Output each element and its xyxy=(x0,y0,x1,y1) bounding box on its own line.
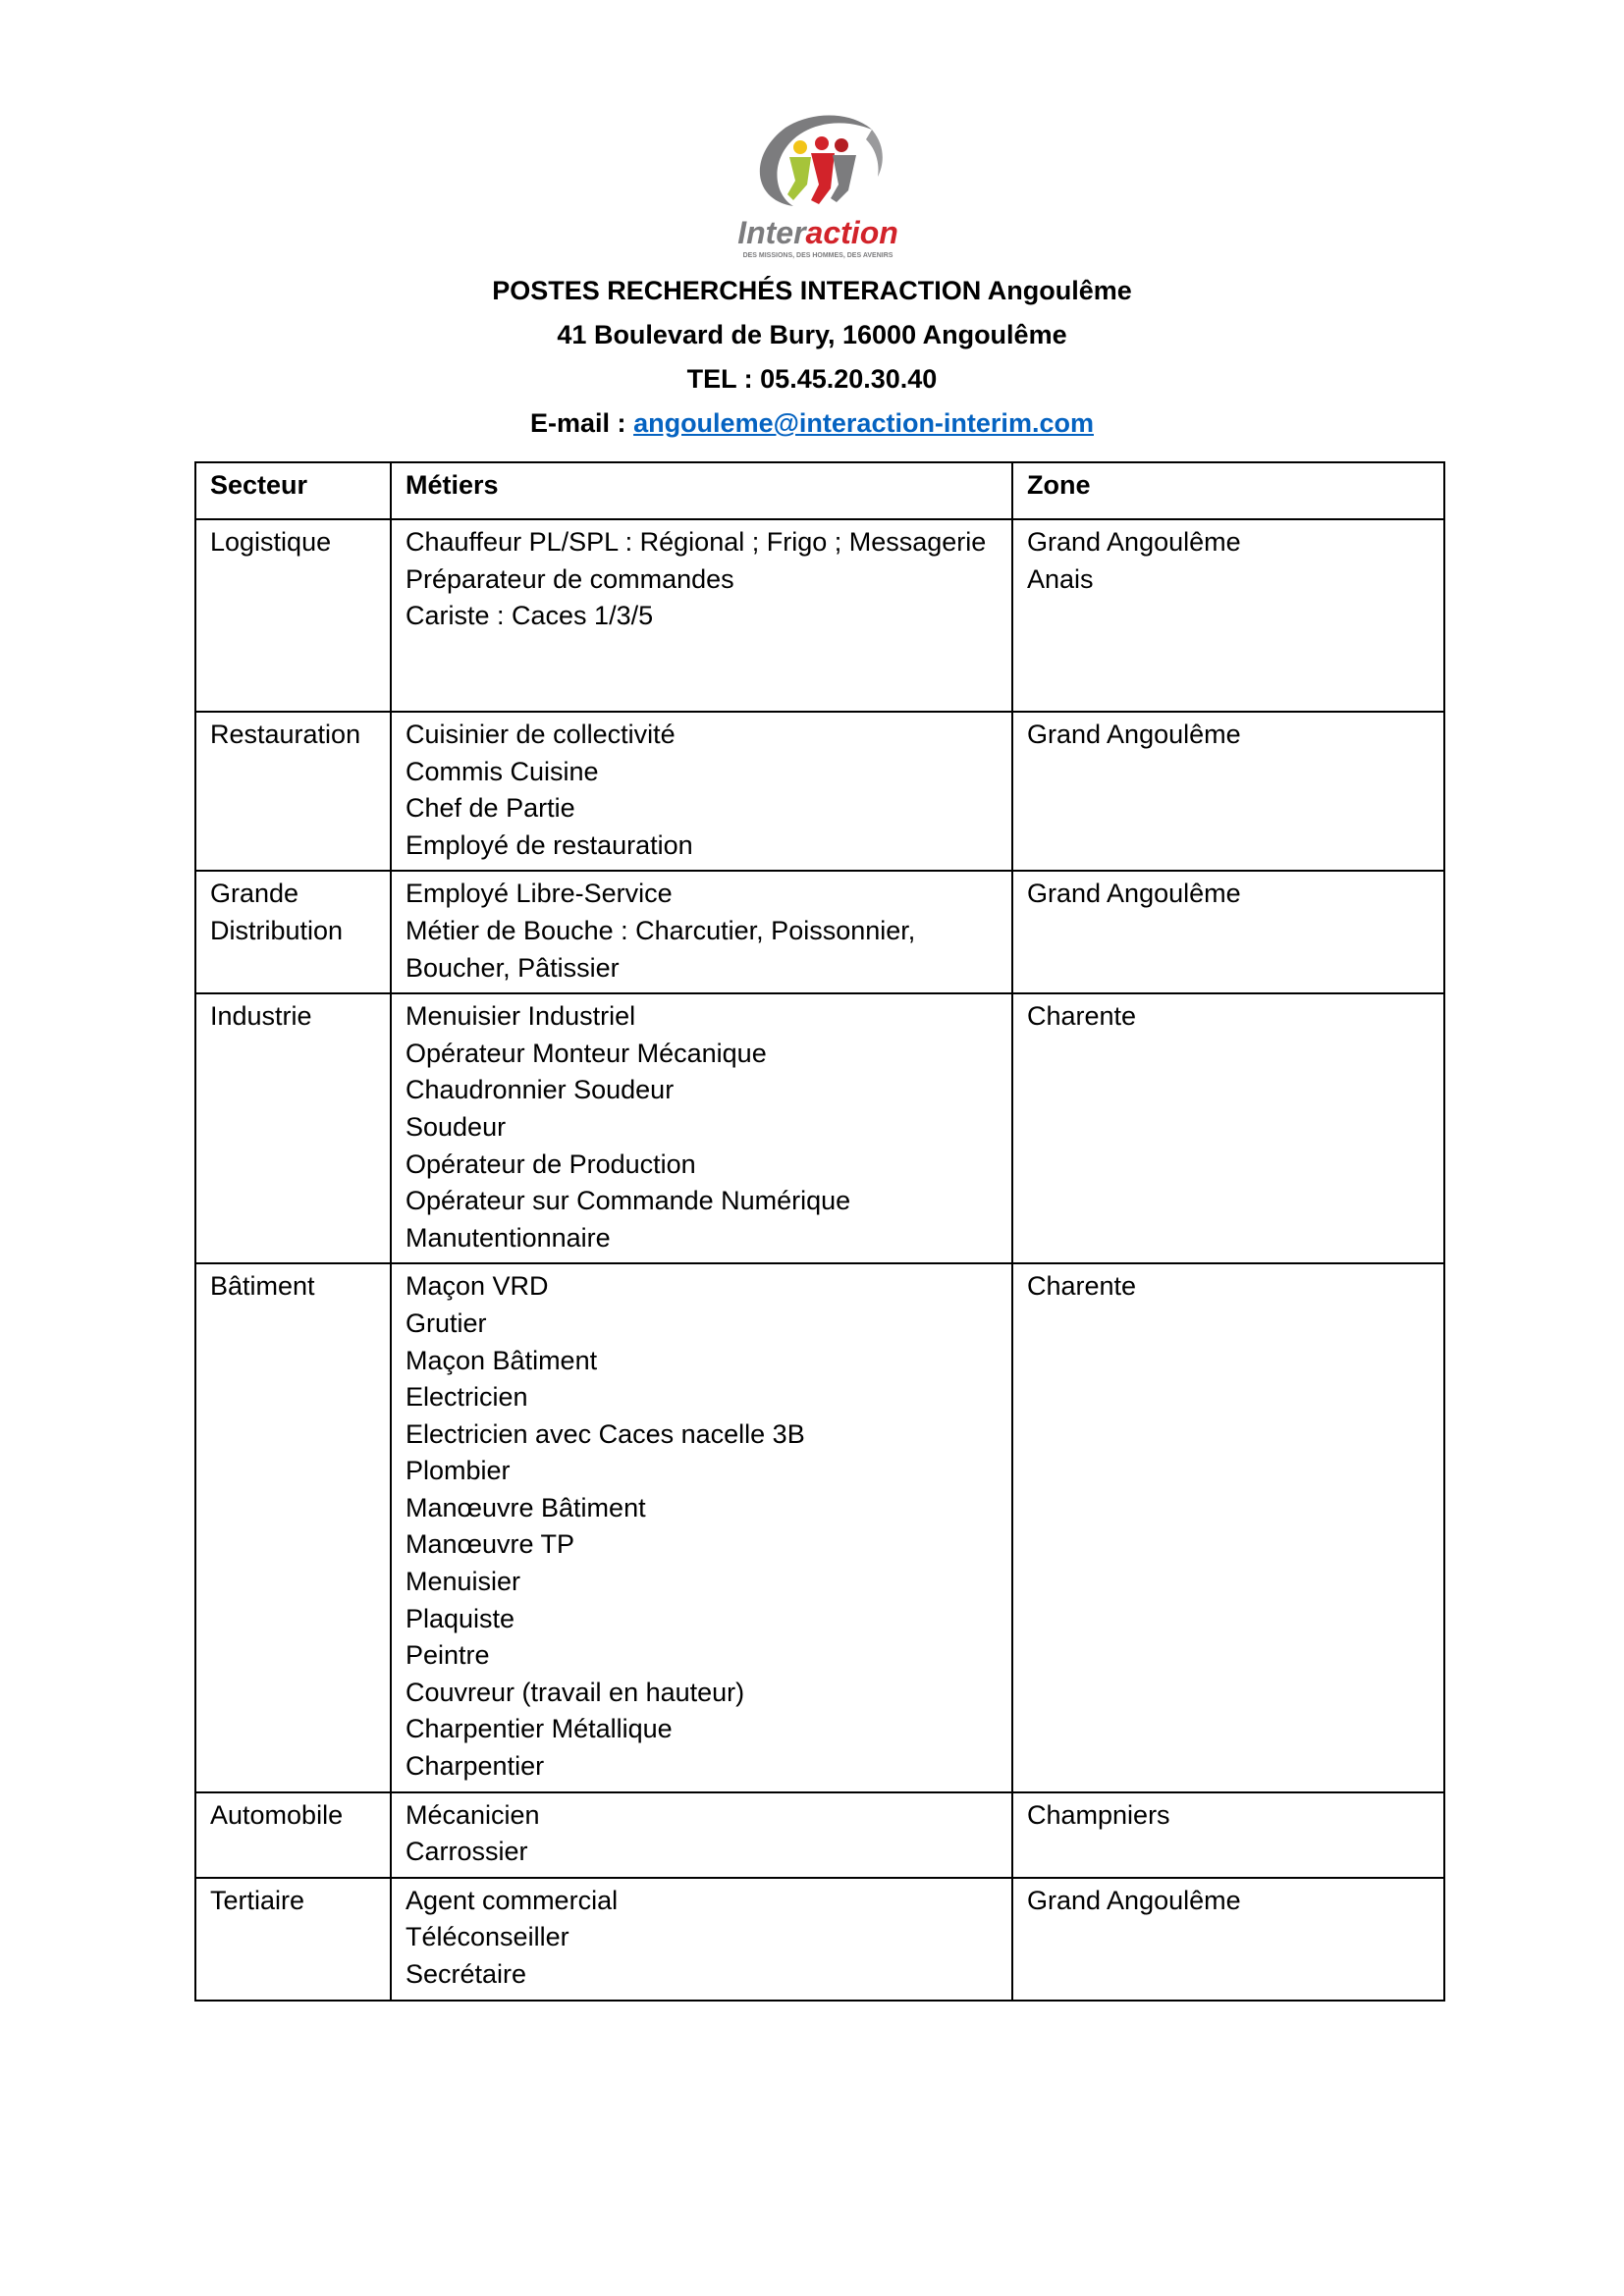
secteur-line: Automobile xyxy=(210,1799,344,1830)
metiers-line: Métier de Bouche : Charcutier, Poissonnier, Boucher, Pâtissier xyxy=(406,915,916,983)
secteur-cell xyxy=(195,1263,391,1791)
table-row xyxy=(195,1878,1444,2001)
zone-cell xyxy=(1012,1878,1444,2001)
table-row xyxy=(195,519,1444,712)
metiers-line: Electricien xyxy=(406,1382,528,1413)
header-secteur: Secteur xyxy=(195,462,391,519)
metiers-line: Maçon Bâtiment xyxy=(406,1345,598,1375)
table-row xyxy=(195,871,1444,993)
email-label: E-mail : xyxy=(530,408,634,438)
metiers-line: Couvreur (travail en hauteur) xyxy=(406,1677,745,1707)
zone-line: Anais xyxy=(1027,563,1094,594)
agency-phone: TEL : 05.45.20.30.40 xyxy=(686,364,938,394)
header-metiers: Métiers xyxy=(391,462,1012,519)
metiers-line: Manutentionnaire xyxy=(406,1222,611,1253)
secteur-line: Distribution xyxy=(210,915,344,945)
metiers-line: Agent commercial xyxy=(406,1885,619,1915)
metiers-line: Opérateur Monteur Mécanique xyxy=(406,1038,767,1068)
table-row xyxy=(195,712,1444,871)
logo-tagline: DES MISSIONS, DES HOMMES, DES AVENIRS xyxy=(742,252,893,259)
table-body xyxy=(195,519,1444,2001)
zone-line: Charente xyxy=(1027,1271,1137,1302)
logo-figure-grey xyxy=(831,155,856,202)
metiers-cell xyxy=(391,871,1012,993)
document-header xyxy=(0,269,1624,446)
metiers-line: Préparateur de commandes xyxy=(406,563,734,594)
metiers-cell xyxy=(391,1878,1012,2001)
zone-line: Charente xyxy=(1027,1001,1137,1032)
metiers-line: Plaquiste xyxy=(406,1603,515,1633)
metiers-line: Mécanicien xyxy=(406,1799,540,1830)
secteur-line: Grande xyxy=(210,879,299,909)
secteur-line: Restauration xyxy=(210,720,361,749)
secteur-line: Bâtiment xyxy=(210,1271,315,1302)
zone-line: Grand Angoulême xyxy=(1027,720,1241,749)
metiers-line: Secrétaire xyxy=(406,1959,527,1989)
logo-figure-red-head xyxy=(815,136,829,150)
table-row xyxy=(195,1263,1444,1791)
interaction-logo xyxy=(725,106,911,263)
metiers-line: Employé Libre-Service xyxy=(406,879,673,909)
zone-line: Grand Angoulême xyxy=(1027,1885,1241,1915)
secteur-cell xyxy=(195,993,391,1263)
metiers-cell xyxy=(391,519,1012,712)
jobs-table xyxy=(194,461,1445,2002)
metiers-line: Manœuvre Bâtiment xyxy=(406,1492,646,1522)
logo-wordmark: Interaction xyxy=(737,215,898,250)
logo-figure-red xyxy=(811,153,835,204)
zone-cell xyxy=(1012,871,1444,993)
page-title: POSTES RECHERCHÉS INTERACTION Angoulême xyxy=(492,276,1132,305)
metiers-line: Opérateur de Production xyxy=(406,1148,696,1179)
metiers-cell xyxy=(391,993,1012,1263)
metiers-line: Carrossier xyxy=(406,1837,528,1867)
metiers-line: Chef de Partie xyxy=(406,793,575,824)
metiers-line: Grutier xyxy=(406,1308,487,1338)
metiers-line: Charpentier xyxy=(406,1751,545,1782)
metiers-line: Electricien avec Caces nacelle 3B xyxy=(406,1418,805,1449)
zone-cell xyxy=(1012,1263,1444,1791)
zone-cell xyxy=(1012,993,1444,1263)
metiers-line: Maçon VRD xyxy=(406,1271,549,1302)
metiers-cell xyxy=(391,1792,1012,1878)
logo-figure-green xyxy=(787,157,811,200)
metiers-line: Manœuvre TP xyxy=(406,1529,575,1560)
zone-line: Champniers xyxy=(1027,1799,1170,1830)
metiers-line: Charpentier Métallique xyxy=(406,1714,673,1744)
metiers-line: Opérateur sur Commande Numérique xyxy=(406,1186,851,1216)
metiers-line: Chaudronnier Soudeur xyxy=(406,1075,675,1105)
header-zone: Zone xyxy=(1012,462,1444,519)
metiers-line: Commis Cuisine xyxy=(406,756,599,786)
metiers-line: Soudeur xyxy=(406,1111,507,1142)
metiers-line: Peintre xyxy=(406,1640,490,1671)
zone-cell xyxy=(1012,1792,1444,1878)
metiers-cell xyxy=(391,1263,1012,1791)
zone-line: Grand Angoulême xyxy=(1027,879,1241,909)
secteur-line: Logistique xyxy=(210,527,332,557)
metiers-line: Téléconseiller xyxy=(406,1922,569,1952)
secteur-cell xyxy=(195,519,391,712)
metiers-line: Menuisier xyxy=(406,1567,521,1597)
zone-cell xyxy=(1012,712,1444,871)
zone-line: Grand Angoulême xyxy=(1027,527,1241,557)
table-header-row xyxy=(195,462,1444,519)
table-row xyxy=(195,1792,1444,1878)
metiers-cell xyxy=(391,712,1012,871)
agency-address: 41 Boulevard de Bury, 16000 Angoulême xyxy=(557,320,1067,349)
metiers-line: Cariste : Caces 1/3/5 xyxy=(406,601,654,631)
metiers-line: Cuisinier de collectivité xyxy=(406,720,676,749)
secteur-cell xyxy=(195,871,391,993)
logo-figure-yellow xyxy=(793,140,807,154)
agency-email xyxy=(0,401,1624,446)
email-link[interactable]: angouleme@interaction-interim.com xyxy=(633,408,1094,438)
secteur-line: Industrie xyxy=(210,1001,312,1032)
table-row xyxy=(195,993,1444,1263)
secteur-cell xyxy=(195,1792,391,1878)
metiers-line: Employé de restauration xyxy=(406,829,693,860)
secteur-cell xyxy=(195,712,391,871)
zone-cell xyxy=(1012,519,1444,712)
metiers-line: Plombier xyxy=(406,1456,511,1486)
logo-figure-dark-head xyxy=(835,138,848,152)
metiers-line: Chauffeur PL/SPL : Régional ; Frigo ; Messagerie xyxy=(406,527,987,557)
secteur-line: Tertiaire xyxy=(210,1885,305,1915)
metiers-line: Menuisier Industriel xyxy=(406,1001,636,1032)
secteur-cell xyxy=(195,1878,391,2001)
